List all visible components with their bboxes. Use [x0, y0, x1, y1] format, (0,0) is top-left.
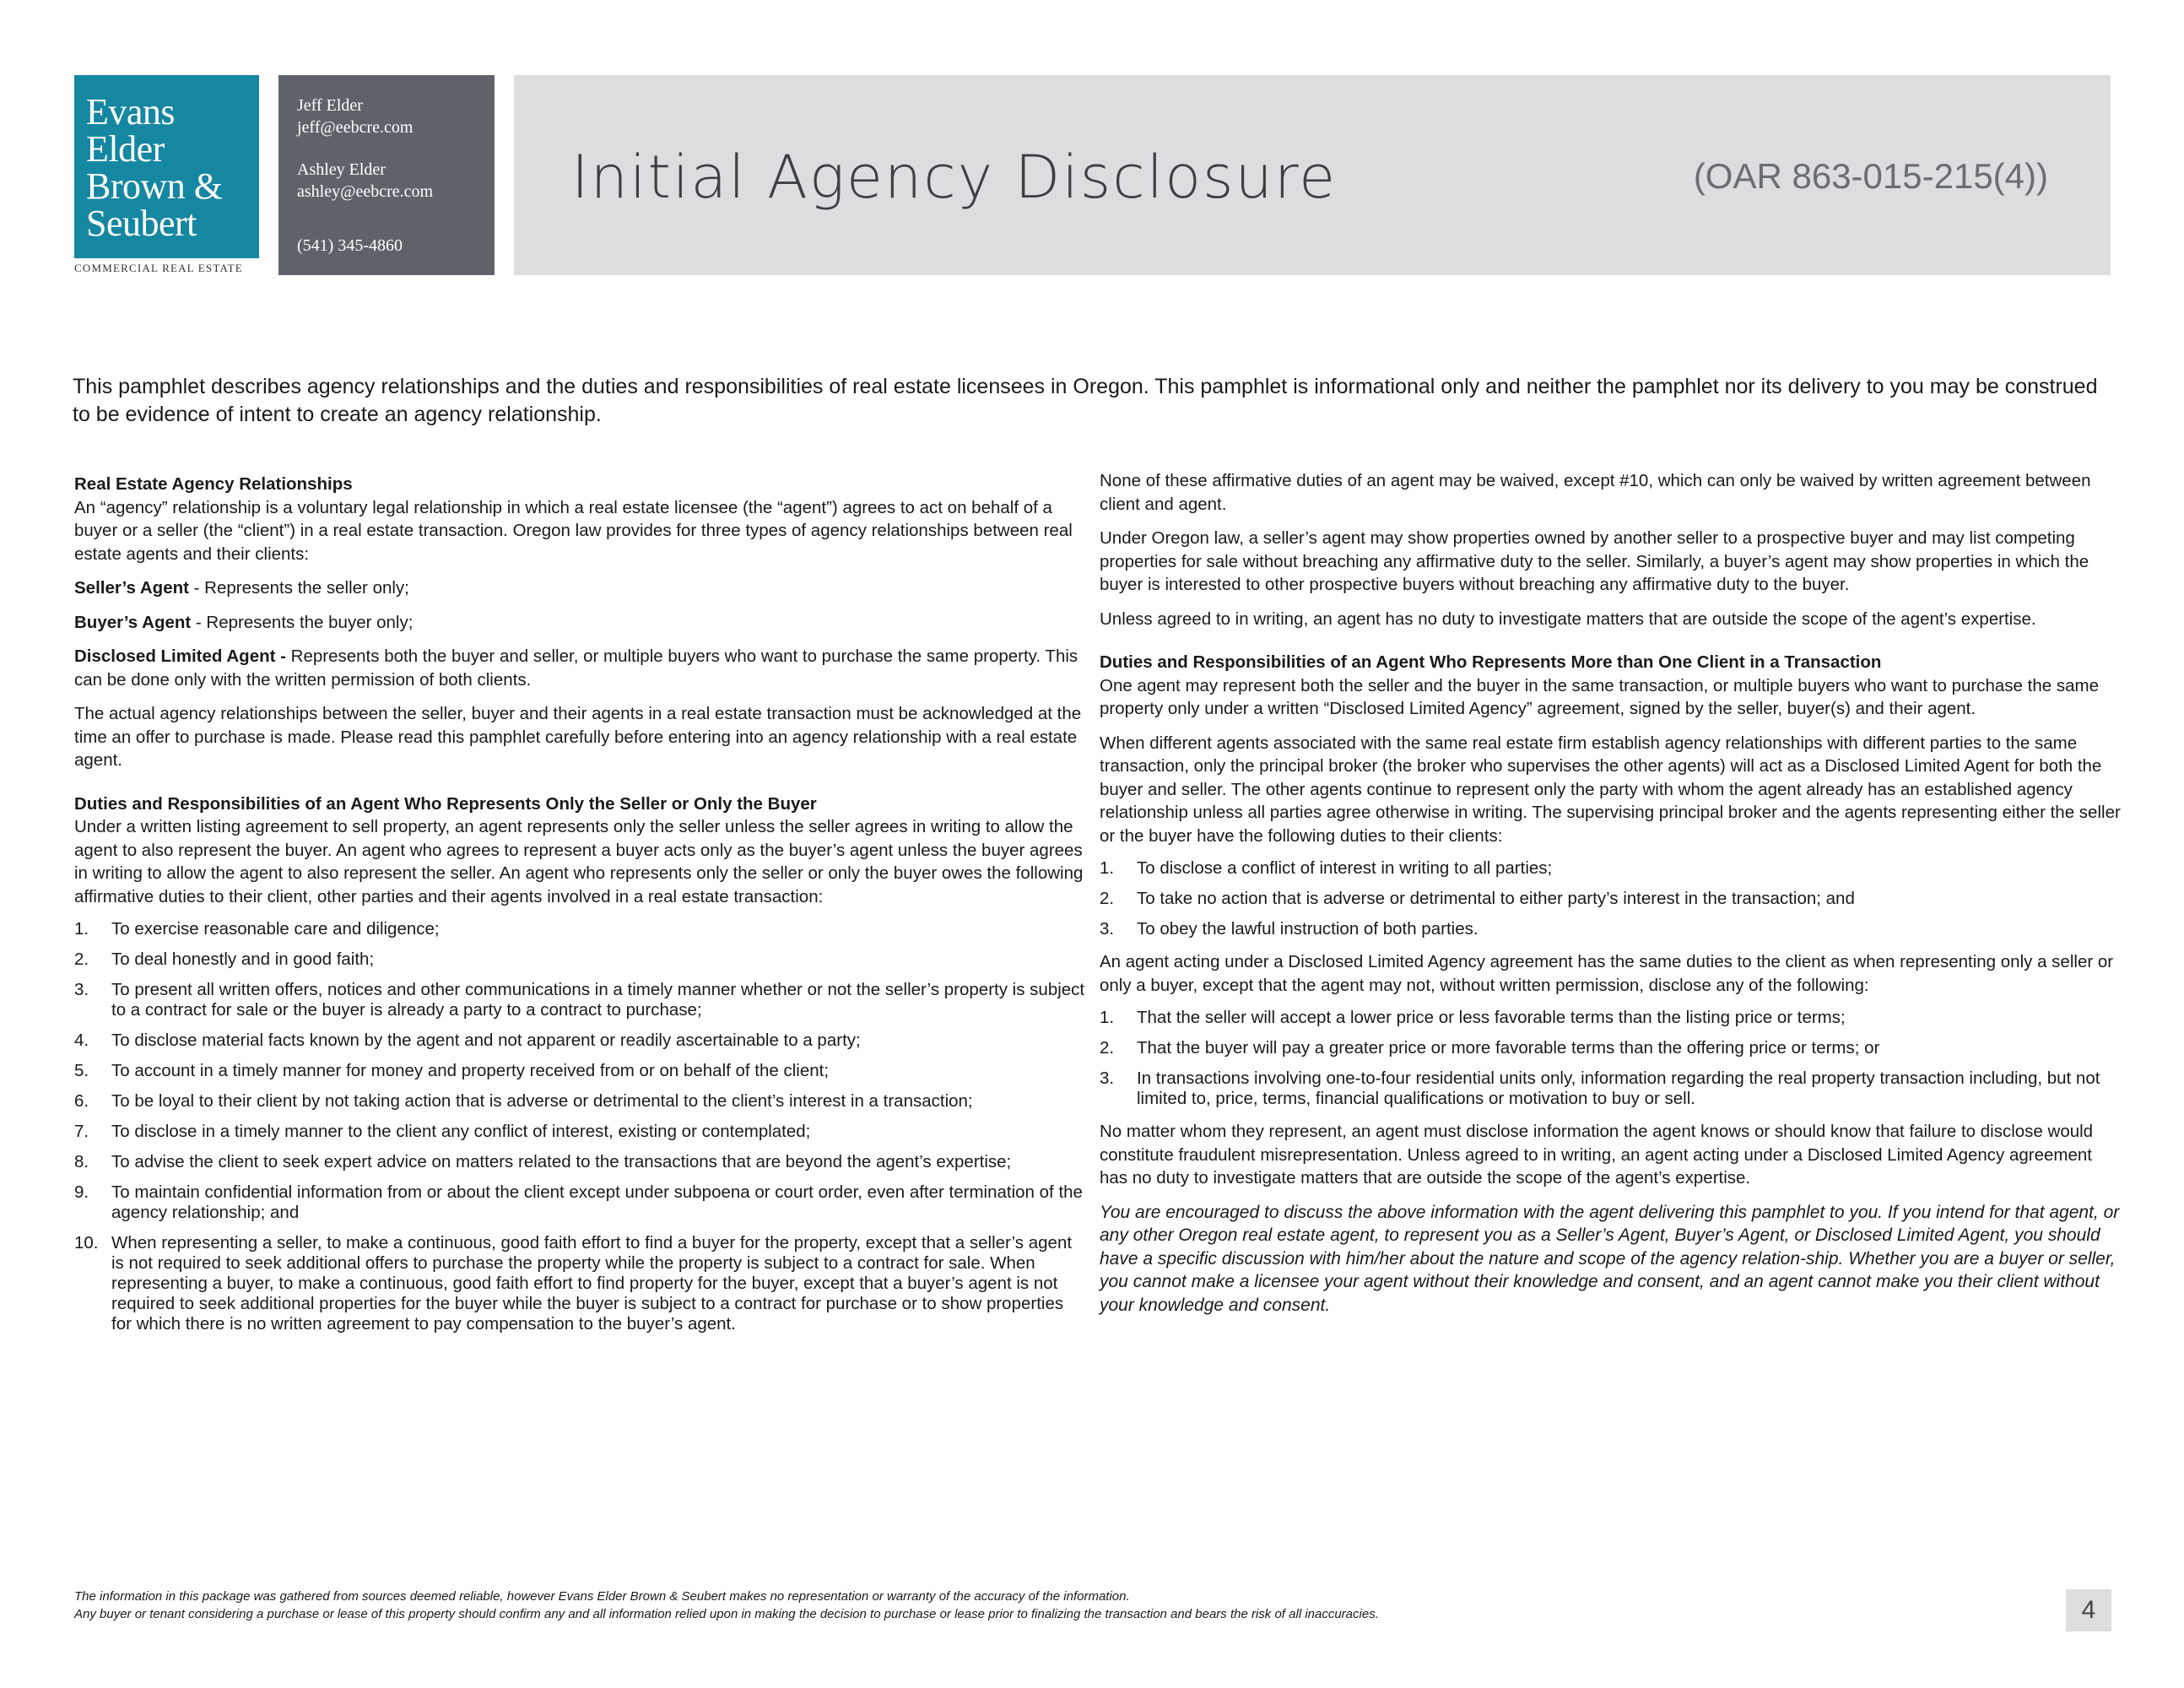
logo-tagline: COMMERCIAL REAL ESTATE — [74, 262, 243, 274]
company-logo — [74, 75, 259, 258]
footer-disclaimer — [74, 1588, 1931, 1623]
contact-card — [278, 75, 495, 275]
acknowledgment-paragraph: The actual agency relationships between the seller, buyer and their agents in a real estate transaction must be acknowledged at the time an offer to purchase is made. Please read this pamphlet carefully before entering into an agency relationship with a real estate agent. — [74, 704, 1082, 770]
disclosed-limited-duties-list — [1100, 858, 2121, 939]
list-item: 6. To be loyal to their client by not taking action that is adverse or detrimental to the client’s interest in a transaction; — [74, 1091, 973, 1111]
title-banner — [514, 75, 2111, 275]
list-item: 2. To take no action that is adverse or detrimental to either party’s interest in the transaction; and — [1100, 889, 1855, 908]
contact-phone: (541) 345-4860 — [297, 236, 403, 255]
list-item: 3. To present all written offers, notices and other communications in a timely manner whether or not the seller’s property is subject to a contract for sale or the buyer is already a party to a contract to purchase; — [74, 980, 1085, 1020]
list-item: 7. To disclose in a timely manner to the client any conflict of interest, existing or contemplated; — [74, 1122, 811, 1141]
principal-broker-paragraph: When different agents associated with the same real estate firm establish agency relationships with different parties to the same transaction, only the principal broker (the broker who supervises the other agents) will act as a Disclosed Limited Agent for both the buyer and seller. The other agents continue to represent only the party with whom the agent already has an established agency relationship unless all parties agree otherwise in writing. The supervising principal broker and the agents representing either the seller or the buyer have the following duties to their clients: — [1100, 733, 2121, 846]
contact-email-1[interactable]: jeff@eebcre.com — [297, 118, 414, 137]
list-item: 2. That the buyer will pay a greater price or more favorable terms than the offering price or terms; or — [1100, 1038, 1880, 1058]
agency-definition: An “agency” relationship is a voluntary legal relationship in which a real estate licensee (the “agent”) agrees to act on behalf of a buyer or a seller (the “client”) in a real estate transaction. Oregon law provides for three types of agency relationships between real estate agents and their clients: — [74, 497, 1073, 564]
list-item: 2. To deal honestly and in good faith; — [74, 950, 375, 969]
investigate-paragraph: Unless agreed to in writing, an agent has no duty to investigate matters that are outside the scope of the agent’s expertise. — [1100, 609, 2036, 629]
disclaimer-line-1: The information in this package was gathered from sources deemed reliable, however Evans Elder Brown & Seubert makes no representation or warranty of the accuracy of the information. — [74, 1589, 1130, 1604]
list-item: 8. To advise the client to seek expert advice on matters related to the transactions that are beyond the agent’s expertise; — [74, 1152, 1012, 1171]
contact-name-1: Jeff Elder — [297, 96, 363, 115]
list-item: 9. To maintain confidential information from or about the client except under subpoena or court order, even after termination of the agency relationship; and — [74, 1182, 1083, 1222]
sellers-agent-line: Seller’s Agent - Represents the seller only; — [74, 578, 409, 598]
list-item: 1. That the seller will accept a lower price or less favorable terms than the listing price or terms; — [1100, 1008, 1846, 1027]
contact-name-2: Ashley Elder — [297, 160, 386, 179]
single-client-duties-intro: Under a written listing agreement to sell property, an agent represents only the seller unless the seller agrees in writing to allow the agent to also represent the buyer. An agent who agrees to represent a buyer acts only as the buyer’s agent unless the buyer agrees in writing to allow the agent to also represent the seller. An agent who represents only the seller or only the buyer owes the following affirmative duties to their client, other parties and their agents involved in a real estate transaction: — [74, 817, 1084, 906]
buyers-agent-line: Buyer’s Agent - Represents the buyer only; — [74, 612, 414, 632]
page-number: 4 — [2066, 1589, 2111, 1631]
disclosed-limited-agent-line: Disclosed Limited Agent - Represents both the buyer and seller, or multiple buyers who want to purchase the same property. This can be done only with the written permission of both clients. — [74, 647, 1078, 690]
page-title: Initial Agency Disclosure — [571, 143, 1338, 212]
waiver-paragraph: None of these affirmative duties of an agent may be waived, except #10, which can only be waived by written agreement between client and agent. — [1100, 471, 2091, 514]
list-item: 1. To disclose a conflict of interest in writing to all parties; — [1100, 858, 1553, 878]
right-column — [1100, 469, 2121, 1328]
list-item: 5. To account in a timely manner for money and property received from or on behalf of the client; — [74, 1061, 830, 1080]
section-heading-multi-client-duties: Duties and Responsibilities of an Agent Who Represents More than One Client in a Transaction — [1100, 652, 1882, 672]
section-heading-agency-relationships: Real Estate Agency Relationships — [74, 474, 353, 494]
regulation-code: (OAR 863-015-215(4)) — [1693, 156, 2048, 196]
disclosed-limited-agency-intro: One agent may represent both the seller and the buyer in the same transaction, or multiple buyers who want to purchase the same property only under a written “Disclosed Limited Agency” agreement, signed by the seller, buyer(s) and their agent. — [1100, 675, 2099, 718]
affirmative-duties-list — [74, 919, 1087, 1334]
list-item: 10. When representing a seller, to make a continuous, good faith effort to find a buyer for the property, except that a seller’s agent is not required to seek additional offers to purchase the property while the property is subject to a contract for sale. When representing a buyer, to make a continuous, good faith effort to find property for the buyer, except that a buyer’s agent is not required to seek additional properties for the buyer while the buyer is subject to a contract for purchase or to show properties for which there is no written agreement to pay compensation to the buyer’s agent. — [74, 1233, 1073, 1334]
contact-email-2[interactable]: ashley@eebcre.com — [297, 182, 434, 201]
list-item: 3. To obey the lawful instruction of both parties. — [1100, 919, 1479, 939]
same-duties-paragraph: An agent acting under a Disclosed Limited Agency agreement has the same duties to the client as when representing only a seller or only a buyer, except that the agent may not, without written permission, disclose any of the following: — [1100, 952, 2114, 995]
intro-paragraph: This pamphlet describes agency relationships and the duties and responsibilities of real estate licensees in Oregon. This pamphlet is informational only and neither the pamphlet nor its delivery to you may be construed to be evidence of intent to create an agency relationship. — [73, 375, 2098, 426]
list-item: 3. In transactions involving one-to-four residential units only, information regarding the real property transaction including, but not limited to, price, terms, financial qualifications or motivation to buy or sell. — [1100, 1069, 2100, 1108]
list-item: 1. To exercise reasonable care and diligence; — [74, 919, 440, 939]
list-item: 4. To disclose material facts known by the agent and not apparent or readily ascertainable to a party; — [74, 1031, 861, 1050]
show-properties-paragraph: Under Oregon law, a seller’s agent may show properties owned by another seller to a prospective buyer and may list competing properties for sale without breaching any affirmative duty to the seller. Similarly, a buyer’s agent may show properties in which the buyer is interested to other prospective buyers without breaching any affirmative duty to the buyer. — [1100, 528, 2089, 594]
left-column — [74, 473, 1087, 1345]
encouragement-note: You are encouraged to discuss the above information with the agent delivering this pamphlet to you. If you intend for that agent, or any other Oregon real estate agent, to represent you as a Seller’s Agent, Buyer’s Agent, or Disclosed Limited Agent, you should have a specific discussion with him/her about the nature and scope of the agency relation-ship. Whether you are a buyer or seller, you cannot make a licensee your agent without their knowledge and consent, and an agent cannot make you their client without your knowledge and consent. — [1100, 1202, 2120, 1315]
misrepresentation-paragraph: No matter whom they represent, an agent must disclose information the agent knows or should know that failure to disclose would constitute fraudulent misrepresentation. Unless agreed to in writing, an agent acting under a Disclosed Limited Agency agreement has no duty to investigate matters that are outside the scope of the agent’s expertise. — [1100, 1122, 2094, 1188]
section-heading-single-client-duties: Duties and Responsibilities of an Agent Who Represents Only the Seller or Only the Buyer — [74, 793, 817, 814]
disclaimer-line-2: Any buyer or tenant considering a purchase or lease of this property should confirm any and all information relied upon in making the decision to purchase or lease prior to finalizing the transaction and bears the risk of all inaccuracies. — [74, 1607, 1379, 1621]
logo-wordmark: Evans Elder Brown & Seubert — [86, 91, 223, 244]
nondisclosure-list — [1100, 1008, 2121, 1109]
